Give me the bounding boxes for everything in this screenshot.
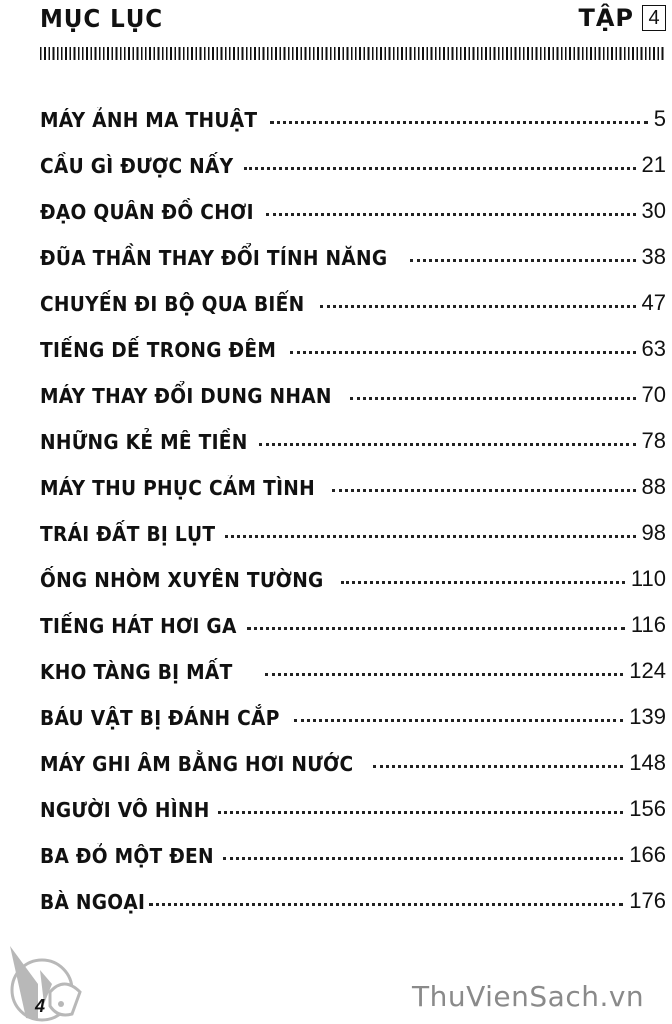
- toc-row[interactable]: [40, 224, 666, 270]
- toc-row[interactable]: [40, 408, 666, 454]
- dot-leader: [223, 856, 623, 860]
- toc-row[interactable]: [40, 684, 666, 730]
- toc-row[interactable]: [40, 132, 666, 178]
- toc-row[interactable]: [40, 638, 666, 684]
- table-of-contents: [40, 86, 666, 914]
- toc-page: 30: [641, 198, 666, 223]
- toc-page: 5: [653, 106, 666, 131]
- page-number: 4: [35, 996, 46, 1016]
- toc-page: 88: [641, 474, 666, 499]
- toc-page: 176: [629, 888, 666, 913]
- toc-page: 166: [629, 842, 666, 867]
- toc-page: 124: [629, 658, 666, 683]
- watermark: ThuVienSach.vn: [412, 980, 645, 1013]
- toc-row[interactable]: [40, 822, 666, 868]
- volume-indicator: [578, 4, 666, 32]
- bell-logo-icon: [4, 940, 94, 1024]
- dot-leader: [270, 120, 648, 124]
- dot-leader: [350, 396, 636, 400]
- toc-row[interactable]: [40, 362, 666, 408]
- toc-title: TIẾNG HÁT HƠI GA: [40, 614, 237, 638]
- toc-title: ỐNG NHÒM XUYÊN TƯỜNG: [40, 568, 324, 592]
- toc-title: MÁY THU PHỤC CẢM TÌNH: [40, 476, 315, 500]
- toc-page: 139: [629, 704, 666, 729]
- toc-page: 63: [641, 336, 666, 361]
- toc-title: BÁU VẬT BỊ ĐÁNH CẮP: [40, 706, 280, 730]
- toc-row[interactable]: [40, 546, 666, 592]
- dot-leader: [373, 764, 623, 768]
- toc-row[interactable]: [40, 178, 666, 224]
- toc-row[interactable]: [40, 868, 666, 914]
- toc-row[interactable]: [40, 500, 666, 546]
- dot-leader: [266, 212, 636, 216]
- page-header: [40, 4, 666, 38]
- toc-row[interactable]: [40, 730, 666, 776]
- dot-leader: [320, 304, 635, 308]
- toc-page: 110: [630, 566, 666, 591]
- toc-title: TRÁI ĐẤT BỊ LỤT: [40, 522, 216, 546]
- page-title: MỤC LỤC: [40, 4, 164, 33]
- dot-leader: [265, 672, 623, 676]
- toc-title: MÁY ẢNH MA THUẬT: [40, 108, 258, 132]
- toc-title: ĐẠO QUÂN ĐỒ CHƠI: [40, 200, 254, 224]
- volume-number-box: 4: [642, 5, 666, 31]
- toc-title: NGƯỜI VÔ HÌNH: [40, 798, 210, 822]
- toc-row[interactable]: [40, 454, 666, 500]
- dot-leader: [149, 902, 623, 906]
- toc-title: CẦU GÌ ĐƯỢC NẤY: [40, 154, 234, 178]
- dot-leader: [225, 534, 636, 538]
- toc-page: 116: [630, 612, 666, 637]
- decorative-tick-divider: [40, 47, 666, 60]
- toc-row[interactable]: [40, 592, 666, 638]
- toc-title: TIẾNG DẾ TRONG ĐÊM: [40, 338, 277, 362]
- dot-leader: [218, 810, 623, 814]
- toc-title: BÀ NGOẠI: [40, 890, 146, 914]
- toc-title: CHUYẾN ĐI BỘ QUA BIỂN: [40, 292, 305, 316]
- toc-title: KHO TÀNG BỊ MẤT: [40, 660, 233, 684]
- toc-row[interactable]: [40, 270, 666, 316]
- toc-title: NHỮNG KẺ MÊ TIỀN: [40, 430, 248, 454]
- toc-row[interactable]: [40, 776, 666, 822]
- toc-row[interactable]: [40, 86, 666, 132]
- toc-title: MÁY GHI ÂM BẰNG HƠI NƯỚC: [40, 752, 354, 776]
- toc-row[interactable]: [40, 316, 666, 362]
- dot-leader: [332, 488, 636, 492]
- toc-page: 98: [641, 520, 666, 545]
- toc-page: 21: [641, 152, 666, 177]
- dot-leader: [244, 166, 636, 170]
- toc-page: 38: [641, 244, 666, 269]
- dot-leader: [294, 718, 624, 722]
- toc-title: ĐŨA THẦN THAY ĐỔI TÍNH NĂNG: [40, 246, 388, 270]
- toc-title: MÁY THAY ĐỔI DUNG NHAN: [40, 384, 332, 408]
- toc-page: 78: [641, 428, 666, 453]
- toc-page: 148: [629, 750, 666, 775]
- volume-label: TẬP: [578, 4, 634, 32]
- dot-leader: [410, 258, 636, 262]
- toc-page: 70: [641, 382, 666, 407]
- toc-page: 156: [629, 796, 666, 821]
- toc-title: BA ĐỎ MỘT ĐEN: [40, 844, 214, 868]
- dot-leader: [247, 626, 624, 630]
- dot-leader: [259, 442, 635, 446]
- toc-page: 47: [641, 290, 666, 315]
- dot-leader: [341, 580, 625, 584]
- dot-leader: [290, 350, 636, 354]
